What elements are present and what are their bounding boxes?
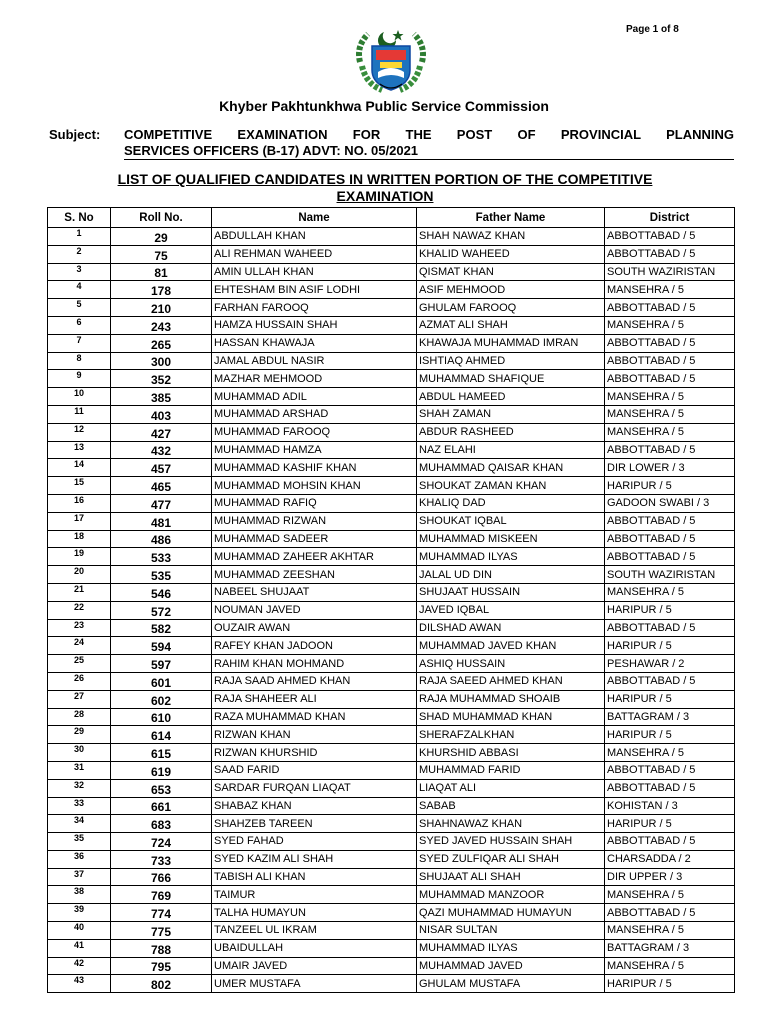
cell-sno: 32	[48, 779, 111, 797]
cell-father-name: MUHAMMAD MANZOOR	[417, 886, 605, 904]
cell-sno: 20	[48, 566, 111, 584]
cell-district: MANSEHRA / 5	[605, 957, 735, 975]
cell-name: TABISH ALI KHAN	[212, 868, 417, 886]
cell-district: MANSEHRA / 5	[605, 405, 735, 423]
cell-sno: 9	[48, 370, 111, 388]
cell-district: DIR UPPER / 3	[605, 868, 735, 886]
cell-roll-no: 477	[111, 494, 212, 512]
table-row	[48, 975, 735, 993]
cell-name: HAMZA HUSSAIN SHAH	[212, 316, 417, 334]
table-row	[48, 904, 735, 922]
table-row	[48, 868, 735, 886]
cell-roll-no: 615	[111, 744, 212, 762]
cell-roll-no: 481	[111, 512, 212, 530]
organization-name: Khyber Pakhtunkhwa Public Service Commission	[219, 98, 549, 114]
cell-roll-no: 535	[111, 566, 212, 584]
cell-father-name: ASIF MEHMOOD	[417, 281, 605, 299]
cell-sno: 18	[48, 530, 111, 548]
cell-roll-no: 788	[111, 939, 212, 957]
cell-name: SYED FAHAD	[212, 833, 417, 851]
cell-sno: 2	[48, 245, 111, 263]
cell-district: ABBOTTABAD / 5	[605, 833, 735, 851]
cell-roll-no: 432	[111, 441, 212, 459]
page-number: Page 1 of 8	[626, 24, 679, 35]
cell-sno: 10	[48, 388, 111, 406]
table-row	[48, 441, 735, 459]
cell-name: UBAIDULLAH	[212, 939, 417, 957]
cell-district: ABBOTTABAD / 5	[605, 245, 735, 263]
cell-sno: 12	[48, 423, 111, 441]
cell-sno: 22	[48, 601, 111, 619]
cell-district: ABBOTTABAD / 5	[605, 779, 735, 797]
table-row	[48, 655, 735, 673]
cell-sno: 3	[48, 263, 111, 281]
cell-district: HARIPUR / 5	[605, 726, 735, 744]
cell-father-name: DILSHAD AWAN	[417, 619, 605, 637]
table-row	[48, 530, 735, 548]
cell-roll-no: 178	[111, 281, 212, 299]
cell-roll-no: 582	[111, 619, 212, 637]
cell-sno: 23	[48, 619, 111, 637]
cell-sno: 21	[48, 583, 111, 601]
table-row	[48, 405, 735, 423]
table-row	[48, 566, 735, 584]
cell-name: TAIMUR	[212, 886, 417, 904]
cell-district: ABBOTTABAD / 5	[605, 672, 735, 690]
cell-father-name: GHULAM FAROOQ	[417, 299, 605, 317]
cell-sno: 35	[48, 833, 111, 851]
cell-father-name: KHALID WAHEED	[417, 245, 605, 263]
cell-father-name: SHUJAAT ALI SHAH	[417, 868, 605, 886]
cell-father-name: MUHAMMAD JAVED	[417, 957, 605, 975]
cell-district: MANSEHRA / 5	[605, 583, 735, 601]
cell-father-name: ABDUR RASHEED	[417, 423, 605, 441]
cell-name: RAJA SHAHEER ALI	[212, 690, 417, 708]
cell-roll-no: 546	[111, 583, 212, 601]
cell-name: OUZAIR AWAN	[212, 619, 417, 637]
table-row	[48, 228, 735, 246]
cell-roll-no: 403	[111, 405, 212, 423]
cell-district: ABBOTTABAD / 5	[605, 299, 735, 317]
cell-sno: 27	[48, 690, 111, 708]
cell-father-name: MUHAMMAD MISKEEN	[417, 530, 605, 548]
cell-district: HARIPUR / 5	[605, 815, 735, 833]
table-row	[48, 281, 735, 299]
cell-sno: 5	[48, 299, 111, 317]
cell-district: HARIPUR / 5	[605, 601, 735, 619]
cell-roll-no: 457	[111, 459, 212, 477]
list-title	[40, 171, 730, 205]
cell-roll-no: 29	[111, 228, 212, 246]
cell-district: ABBOTTABAD / 5	[605, 530, 735, 548]
cell-name: FARHAN FAROOQ	[212, 299, 417, 317]
cell-name: ALI REHMAN WAHEED	[212, 245, 417, 263]
cell-roll-no: 683	[111, 815, 212, 833]
cell-district: ABBOTTABAD / 5	[605, 548, 735, 566]
table-row	[48, 583, 735, 601]
cell-sno: 26	[48, 672, 111, 690]
cell-district: HARIPUR / 5	[605, 975, 735, 993]
cell-name: MUHAMMAD ZAHEER AKHTAR	[212, 548, 417, 566]
cell-father-name: RAJA SAEED AHMED KHAN	[417, 672, 605, 690]
table-row	[48, 423, 735, 441]
cell-roll-no: 802	[111, 975, 212, 993]
cell-roll-no: 766	[111, 868, 212, 886]
cell-name: MUHAMMAD RAFIQ	[212, 494, 417, 512]
table-row	[48, 850, 735, 868]
cell-father-name: SHAD MUHAMMAD KHAN	[417, 708, 605, 726]
cell-sno: 14	[48, 459, 111, 477]
cell-district: ABBOTTABAD / 5	[605, 512, 735, 530]
cell-roll-no: 572	[111, 601, 212, 619]
cell-name: UMER MUSTAFA	[212, 975, 417, 993]
cell-sno: 28	[48, 708, 111, 726]
table-row	[48, 512, 735, 530]
cell-father-name: QISMAT KHAN	[417, 263, 605, 281]
cell-name: RAZA MUHAMMAD KHAN	[212, 708, 417, 726]
cell-district: MANSEHRA / 5	[605, 281, 735, 299]
cell-father-name: MUHAMMAD SHAFIQUE	[417, 370, 605, 388]
cell-roll-no: 210	[111, 299, 212, 317]
cell-name: MUHAMMAD HAMZA	[212, 441, 417, 459]
cell-roll-no: 795	[111, 957, 212, 975]
cell-name: RAFEY KHAN JADOON	[212, 637, 417, 655]
cell-name: EHTESHAM BIN ASIF LODHI	[212, 281, 417, 299]
cell-roll-no: 653	[111, 779, 212, 797]
table-row	[48, 637, 735, 655]
cell-father-name: SHUJAAT HUSSAIN	[417, 583, 605, 601]
cell-sno: 7	[48, 334, 111, 352]
cell-name: MUHAMMAD ZEESHAN	[212, 566, 417, 584]
cell-sno: 15	[48, 477, 111, 495]
table-row	[48, 245, 735, 263]
cell-father-name: KHURSHID ABBASI	[417, 744, 605, 762]
table-row	[48, 548, 735, 566]
table-row	[48, 939, 735, 957]
cell-district: SOUTH WAZIRISTAN	[605, 566, 735, 584]
cell-sno: 36	[48, 850, 111, 868]
cell-father-name: SHOUKAT IQBAL	[417, 512, 605, 530]
cell-sno: 34	[48, 815, 111, 833]
table-row	[48, 477, 735, 495]
table-row	[48, 815, 735, 833]
cell-name: JAMAL ABDUL NASIR	[212, 352, 417, 370]
cell-district: HARIPUR / 5	[605, 477, 735, 495]
cell-sno: 39	[48, 904, 111, 922]
cell-roll-no: 661	[111, 797, 212, 815]
cell-district: KOHISTAN / 3	[605, 797, 735, 815]
cell-name: SAAD FARID	[212, 761, 417, 779]
cell-district: MANSEHRA / 5	[605, 744, 735, 762]
cell-district: ABBOTTABAD / 5	[605, 441, 735, 459]
cell-district: GADOON SWABI / 3	[605, 494, 735, 512]
cell-roll-no: 619	[111, 761, 212, 779]
cell-father-name: SHAH NAWAZ KHAN	[417, 228, 605, 246]
table-row	[48, 672, 735, 690]
cell-roll-no: 533	[111, 548, 212, 566]
table-row	[48, 833, 735, 851]
kppsc-emblem-icon	[350, 26, 432, 98]
cell-father-name: JALAL UD DIN	[417, 566, 605, 584]
cell-roll-no: 265	[111, 334, 212, 352]
cell-sno: 33	[48, 797, 111, 815]
cell-father-name: NISAR SULTAN	[417, 922, 605, 940]
cell-father-name: MUHAMMAD ILYAS	[417, 548, 605, 566]
cell-name: RIZWAN KHURSHID	[212, 744, 417, 762]
cell-sno: 30	[48, 744, 111, 762]
header-district: District	[605, 208, 735, 228]
cell-roll-no: 775	[111, 922, 212, 940]
cell-sno: 42	[48, 957, 111, 975]
cell-roll-no: 602	[111, 690, 212, 708]
table-row	[48, 726, 735, 744]
cell-roll-no: 81	[111, 263, 212, 281]
cell-name: RIZWAN KHAN	[212, 726, 417, 744]
cell-father-name: MUHAMMAD QAISAR KHAN	[417, 459, 605, 477]
cell-sno: 4	[48, 281, 111, 299]
cell-name: SARDAR FURQAN LIAQAT	[212, 779, 417, 797]
cell-sno: 11	[48, 405, 111, 423]
cell-name: MUHAMMAD MOHSIN KHAN	[212, 477, 417, 495]
cell-father-name: MUHAMMAD FARID	[417, 761, 605, 779]
cell-sno: 25	[48, 655, 111, 673]
cell-sno: 8	[48, 352, 111, 370]
header-roll-no: Roll No.	[111, 208, 212, 228]
table-row	[48, 761, 735, 779]
cell-roll-no: 769	[111, 886, 212, 904]
cell-district: ABBOTTABAD / 5	[605, 370, 735, 388]
cell-name: RAHIM KHAN MOHMAND	[212, 655, 417, 673]
table-row	[48, 316, 735, 334]
cell-father-name: SYED ZULFIQAR ALI SHAH	[417, 850, 605, 868]
cell-name: MUHAMMAD ADIL	[212, 388, 417, 406]
table-row	[48, 263, 735, 281]
cell-district: ABBOTTABAD / 5	[605, 228, 735, 246]
cell-district: ABBOTTABAD / 5	[605, 761, 735, 779]
cell-district: ABBOTTABAD / 5	[605, 619, 735, 637]
cell-name: MUHAMMAD FAROOQ	[212, 423, 417, 441]
cell-father-name: ASHIQ HUSSAIN	[417, 655, 605, 673]
cell-district: MANSEHRA / 5	[605, 388, 735, 406]
cell-district: ABBOTTABAD / 5	[605, 352, 735, 370]
cell-sno: 41	[48, 939, 111, 957]
cell-district: HARIPUR / 5	[605, 637, 735, 655]
cell-sno: 17	[48, 512, 111, 530]
cell-district: BATTAGRAM / 3	[605, 708, 735, 726]
table-row	[48, 690, 735, 708]
cell-name: UMAIR JAVED	[212, 957, 417, 975]
cell-father-name: ABDUL HAMEED	[417, 388, 605, 406]
cell-father-name: JAVED IQBAL	[417, 601, 605, 619]
cell-district: CHARSADDA / 2	[605, 850, 735, 868]
cell-roll-no: 486	[111, 530, 212, 548]
cell-father-name: KHALIQ DAD	[417, 494, 605, 512]
list-title-line-1: LIST OF QUALIFIED CANDIDATES IN WRITTEN PORTION OF THE COMPETITIVE	[117, 171, 653, 187]
cell-name: TALHA HUMAYUN	[212, 904, 417, 922]
cell-name: MUHAMMAD KASHIF KHAN	[212, 459, 417, 477]
subject-label: Subject:	[49, 127, 101, 142]
table-row	[48, 708, 735, 726]
table-row	[48, 744, 735, 762]
table-row	[48, 886, 735, 904]
table-row	[48, 797, 735, 815]
cell-name: NOUMAN JAVED	[212, 601, 417, 619]
cell-father-name: MUHAMMAD ILYAS	[417, 939, 605, 957]
table-row	[48, 619, 735, 637]
cell-roll-no: 385	[111, 388, 212, 406]
cell-district: PESHAWAR / 2	[605, 655, 735, 673]
cell-father-name: SHERAFZALKHAN	[417, 726, 605, 744]
table-row	[48, 370, 735, 388]
table-header-row	[48, 208, 735, 228]
cell-district: MANSEHRA / 5	[605, 886, 735, 904]
cell-father-name: QAZI MUHAMMAD HUMAYUN	[417, 904, 605, 922]
cell-roll-no: 300	[111, 352, 212, 370]
cell-roll-no: 774	[111, 904, 212, 922]
cell-sno: 31	[48, 761, 111, 779]
cell-sno: 13	[48, 441, 111, 459]
cell-sno: 6	[48, 316, 111, 334]
cell-roll-no: 597	[111, 655, 212, 673]
cell-roll-no: 427	[111, 423, 212, 441]
cell-name: ABDULLAH KHAN	[212, 228, 417, 246]
table-row	[48, 388, 735, 406]
cell-roll-no: 601	[111, 672, 212, 690]
cell-district: ABBOTTABAD / 5	[605, 904, 735, 922]
cell-father-name: RAJA MUHAMMAD SHOAIB	[417, 690, 605, 708]
cell-district: BATTAGRAM / 3	[605, 939, 735, 957]
table-row	[48, 779, 735, 797]
cell-father-name: ISHTIAQ AHMED	[417, 352, 605, 370]
table-row	[48, 922, 735, 940]
cell-father-name: GHULAM MUSTAFA	[417, 975, 605, 993]
cell-father-name: MUHAMMAD JAVED KHAN	[417, 637, 605, 655]
cell-roll-no: 724	[111, 833, 212, 851]
header-sno: S. No	[48, 208, 111, 228]
list-title-line-2: EXAMINATION	[336, 188, 434, 204]
cell-roll-no: 243	[111, 316, 212, 334]
cell-roll-no: 352	[111, 370, 212, 388]
cell-sno: 1	[48, 228, 111, 246]
cell-district: MANSEHRA / 5	[605, 922, 735, 940]
cell-roll-no: 75	[111, 245, 212, 263]
table-row	[48, 494, 735, 512]
cell-roll-no: 614	[111, 726, 212, 744]
cell-roll-no: 594	[111, 637, 212, 655]
table-row	[48, 459, 735, 477]
cell-name: SYED KAZIM ALI SHAH	[212, 850, 417, 868]
cell-name: HASSAN KHAWAJA	[212, 334, 417, 352]
cell-father-name: LIAQAT ALI	[417, 779, 605, 797]
cell-name: SHAHZEB TAREEN	[212, 815, 417, 833]
cell-roll-no: 610	[111, 708, 212, 726]
cell-name: SHABAZ KHAN	[212, 797, 417, 815]
cell-name: NABEEL SHUJAAT	[212, 583, 417, 601]
cell-district: MANSEHRA / 5	[605, 423, 735, 441]
cell-sno: 40	[48, 922, 111, 940]
cell-father-name: NAZ ELAHI	[417, 441, 605, 459]
cell-name: MUHAMMAD SADEER	[212, 530, 417, 548]
cell-sno: 29	[48, 726, 111, 744]
cell-sno: 38	[48, 886, 111, 904]
cell-roll-no: 465	[111, 477, 212, 495]
cell-name: RAJA SAAD AHMED KHAN	[212, 672, 417, 690]
qualified-candidates-table	[47, 207, 735, 993]
cell-father-name: SHOUKAT ZAMAN KHAN	[417, 477, 605, 495]
cell-father-name: SYED JAVED HUSSAIN SHAH	[417, 833, 605, 851]
cell-district: HARIPUR / 5	[605, 690, 735, 708]
cell-sno: 43	[48, 975, 111, 993]
cell-sno: 37	[48, 868, 111, 886]
cell-father-name: AZMAT ALI SHAH	[417, 316, 605, 334]
cell-father-name: SHAH ZAMAN	[417, 405, 605, 423]
cell-district: MANSEHRA / 5	[605, 316, 735, 334]
table-row	[48, 334, 735, 352]
cell-name: MAZHAR MEHMOOD	[212, 370, 417, 388]
table-row	[48, 352, 735, 370]
cell-name: AMIN ULLAH KHAN	[212, 263, 417, 281]
cell-district: ABBOTTABAD / 5	[605, 334, 735, 352]
cell-father-name: KHAWAJA MUHAMMAD IMRAN	[417, 334, 605, 352]
cell-sno: 19	[48, 548, 111, 566]
cell-name: MUHAMMAD ARSHAD	[212, 405, 417, 423]
subject-line-1: COMPETITIVE EXAMINATION FOR THE POST OF PROVINCIAL PLANNING	[124, 127, 734, 142]
table-row	[48, 957, 735, 975]
cell-name: TANZEEL UL IKRAM	[212, 922, 417, 940]
table-row	[48, 601, 735, 619]
subject-line-2: SERVICES OFFICERS (B-17) ADVT: NO. 05/2021	[124, 143, 734, 160]
cell-sno: 16	[48, 494, 111, 512]
header-father-name: Father Name	[417, 208, 605, 228]
cell-father-name: SABAB	[417, 797, 605, 815]
table-row	[48, 299, 735, 317]
cell-name: MUHAMMAD RIZWAN	[212, 512, 417, 530]
cell-sno: 24	[48, 637, 111, 655]
header-name: Name	[212, 208, 417, 228]
cell-district: SOUTH WAZIRISTAN	[605, 263, 735, 281]
cell-roll-no: 733	[111, 850, 212, 868]
cell-father-name: SHAHNAWAZ KHAN	[417, 815, 605, 833]
cell-district: DIR LOWER / 3	[605, 459, 735, 477]
